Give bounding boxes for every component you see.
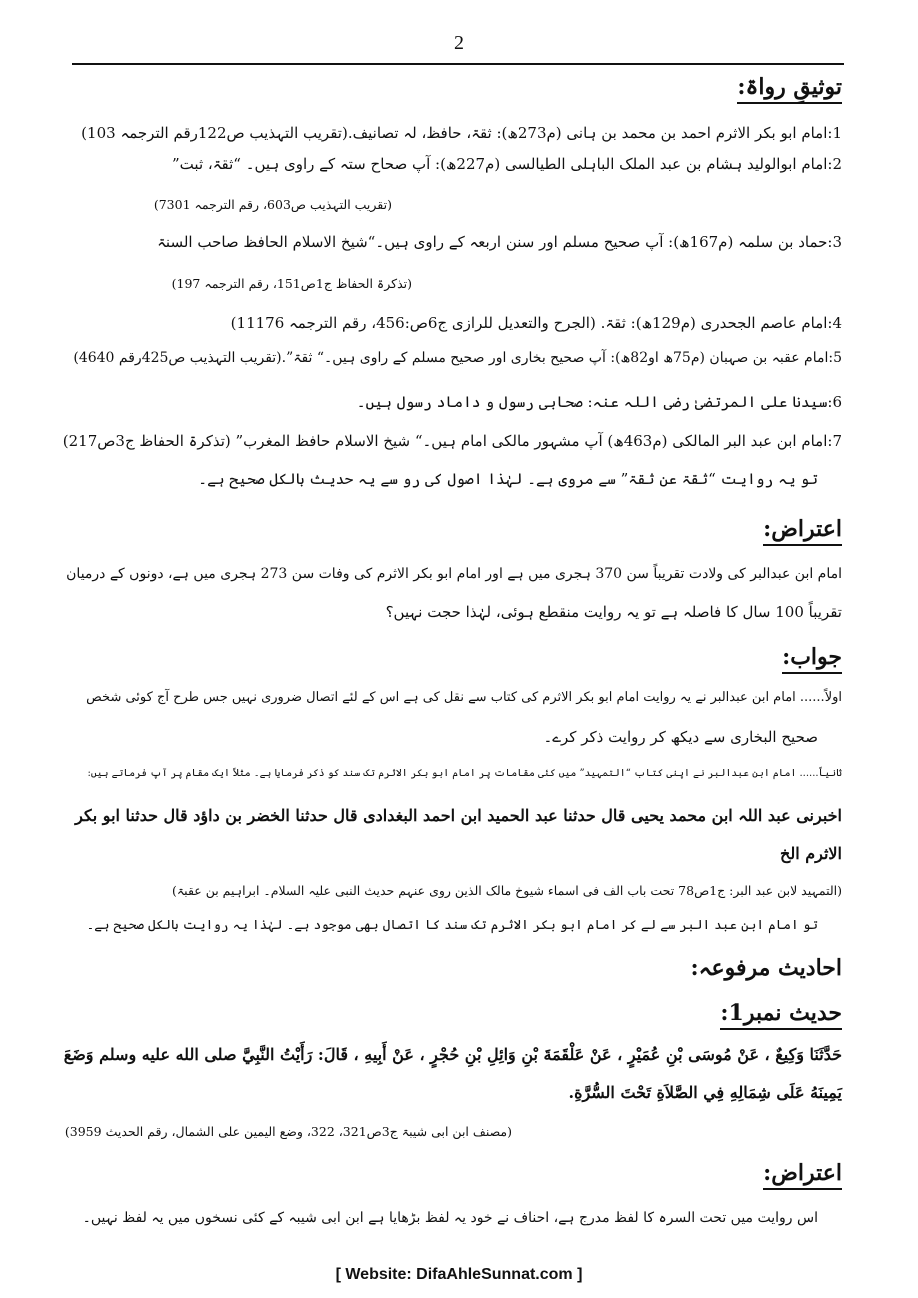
answer-first-line-2: صحیح البخاری سے دیکھ کر روایت ذکر کرے۔ [543,728,818,746]
website-footer: [ Website: DifaAhleSunnat.com ] [335,1266,583,1283]
narrator-6: 6:سیدنا علی المرتضیٰ رضی اللہ عنہ: صحابی رسول و داماد رسول ہیں۔ [356,393,842,411]
narrator-2: 2:امام ابوالولید ہشام بن عبد الملک الباہلی الطیالسی (م227ھ): آپ صحاح ستہ کے راوی ہیں۔ “ثقۃ، ثبت” [172,155,842,173]
narrator-4: 4:امام عاصم الجحدری (م129ھ): ثقۃ. (الجرح والتعدیل للرازی ج6ص:456، رقم الترجمہ 11176) [230,314,842,332]
narrator-2-reference [153,197,842,212]
hadith-heading-text: حدیث نمبر1: [720,1000,842,1030]
hadith-arabic-line-1: حَدَّثَنَا وَکِیعٌ ، عَنْ مُوسَى بْنِ عُمَيْرٍ ، عَنْ عَلْقَمَةَ بْنِ وَائِلِ بْنِ حُجْرٍ ، عَنْ أَبِيهِ ، قَالَ: رَأَيْتُ النَّبِيَّ صلى الله عليه وسلم وَضَعَ [63,1045,842,1064]
answer-arabic-line-2: الاثرم الخ [780,844,842,863]
section-heading-tawseeq [737,74,842,100]
answer-second-line: ثانیاً...... امام ابن عبدالبر نے اپنی کتاب “التمہید” میں کئی مقامات پر امام ابو بکر الاثرم تک سند کو ذکر فرمایا ہے۔ مثلاً ایک مقام پر آپ فرماتے ہیں: [87,768,842,779]
narrator-5: 5:امام عقبہ بن صہبان (م75ھ او82ھ): آپ صحیح بخاری اور صحیح مسلم کے راوی ہیں۔“ ثقۃ”.(تقریب التہذیب ص425رقم 4640) [73,350,842,366]
marfu-heading: احادیث مرفوعہ: [690,955,842,981]
narrator-2-reference-text: (تقریب التہذیب ص603، رقم الترجمہ 7301) [153,197,392,212]
objection2-line: اس روایت میں تحت السرہ کا لفظ مدرج ہے، احناف نے خود یہ لفظ بڑھایا ہے ابن ابی شیبہ کے کئی نسخوں میں یہ لفظ نہیں۔ [82,1210,818,1226]
tawseeq-heading-text: توثیقِ رواۃ: [737,74,842,104]
answer-reference: (التمہید لابن عبد البر: ج1ص78 تحت باب الف فی اسماء شیوخ مالک الذین روی عنہم حدیث النبی علیہ السلام۔ ابراہیم بن عقبۃ) [171,883,842,898]
narrator-1: 1:امام ابو بکر الاثرم احمد بن محمد بن ہانی (م273ھ): ثقۃ، حافظ، لہ تصانیف.(تقریب التہذیب ص122رقم الترجمہ 103) [81,124,842,142]
hadith-reference-text: (مصنف ابن ابی شیبۃ ج3ص321، 322، وضع الیمین علی الشمال، رقم الحدیث 3959) [64,1124,512,1139]
answer-arabic-line-1: اخبرنی عبد اللہ ابن محمد یحیی قال حدثنا عبد الحمید ابن احمد البغدادی قال حدثنا الخضر بن داؤد قال حدثنا ابو بکر [75,806,842,825]
hadith-arabic-line-2: يَمِينَهُ عَلَى شِمَالِهِ فِي الصَّلاَةِ تَحْتَ السُّرَّةِ. [568,1083,842,1102]
header-rule [72,63,844,65]
answer-heading [782,644,842,670]
answer-first-line-1: اولاً...... امام ابن عبدالبر نے یہ روایت امام ابو بکر الاثرم کی کتاب سے نقل کی ہے اس کے لئے اتصال ضروری نہیں جس طرح آج کوئی شخص [86,690,842,705]
objection2-heading [763,1160,842,1186]
narrator-3: 3:حماد بن سلمہ (م167ھ): آپ صحیح مسلم اور سنن اربعہ کے راوی ہیں۔“شیخ الاسلام الحافظ صاحب السنۃ [157,233,842,251]
narrator-3-reference-text: (تذکرۃ الحفاظ ج1ص151، رقم الترجمہ 197) [171,276,412,291]
objection1-heading-text: اعتراض: [763,516,842,546]
page-number: 2 [454,32,464,54]
objection1-line-2: تقریباً 100 سال کا فاصلہ ہے تو یہ روایت منقطع ہوئی، لہٰذا حجت نہیں؟ [385,603,842,621]
objection2-heading-text: اعتراض: [763,1160,842,1190]
answer-heading-text: جواب: [782,644,842,674]
narrator-7: 7:امام ابن عبد البر المالکی (م463ھ) آپ مشہور مالکی امام ہیں۔“ شیخ الاسلام حافظ المغرب” (تذکرۃ الحفاظ ج3ص217) [62,432,842,450]
objection1-heading [763,516,842,542]
answer-conclusion: تو امام ابن عبد البر سے لے کر امام ابو بکر الاثرم تک سند کا اتصال بھی موجود ہے۔ لہٰذا یہ روایت بالکل صحیح ہے۔ [86,918,818,933]
objection1-line-1: امام ابن عبدالبر کی ولادت تقریباً سن 370 ہجری میں ہے اور امام ابو بکر الاثرم کی وفات سن 273 ہجری میں ہے، دونوں کے درمیان [66,566,842,582]
section1-conclusion: تو یہ روایت “ثقۃ عن ثقۃ” سے مروی ہے۔ لہٰذا اصول کی رو سے یہ حدیث بالکل صحیح ہے۔ [198,470,818,488]
hadith-reference [64,1124,842,1139]
narrator-3-reference [171,276,842,291]
hadith-heading [720,1000,842,1026]
